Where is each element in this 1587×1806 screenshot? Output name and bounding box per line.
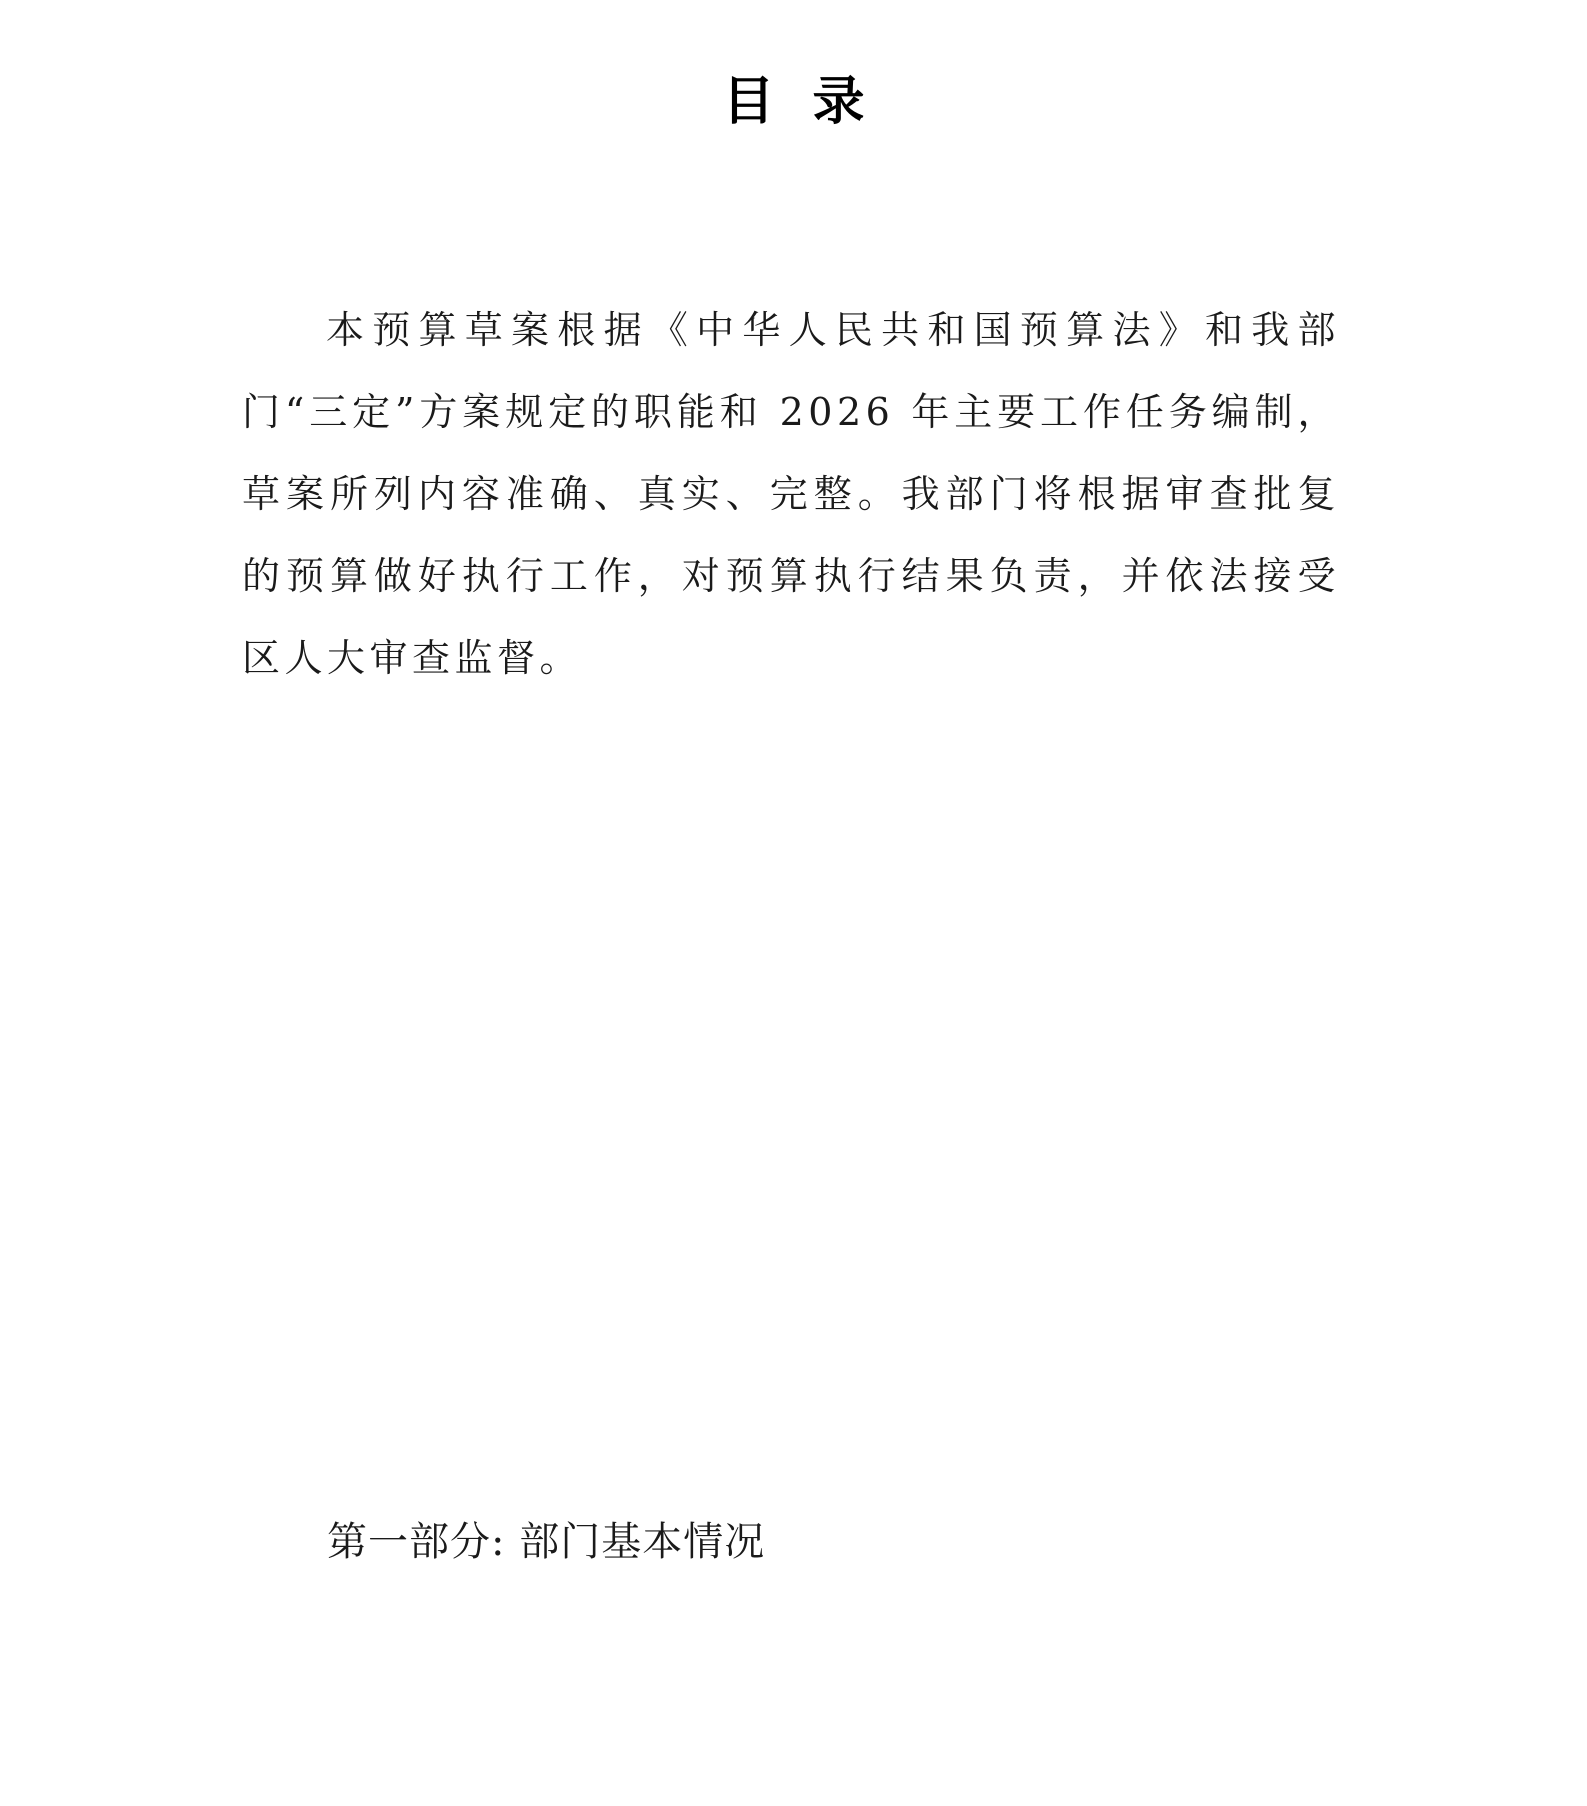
section-heading-part-one: 第一部分: 部门基本情况	[327, 1519, 766, 1565]
page-title: 目录	[722, 71, 903, 132]
budget-statement-paragraph: 本预算草案根据《中华人民共和国预算法》和我部门“三定”方案规定的职能和 2026 年主要工作任务编制，草案所列内容准确、真实、完整。我部门将根据审查批复的预算做好执行工作，对预算执行结果负责，并依法接受区人大审查监督。	[242, 308, 1340, 680]
